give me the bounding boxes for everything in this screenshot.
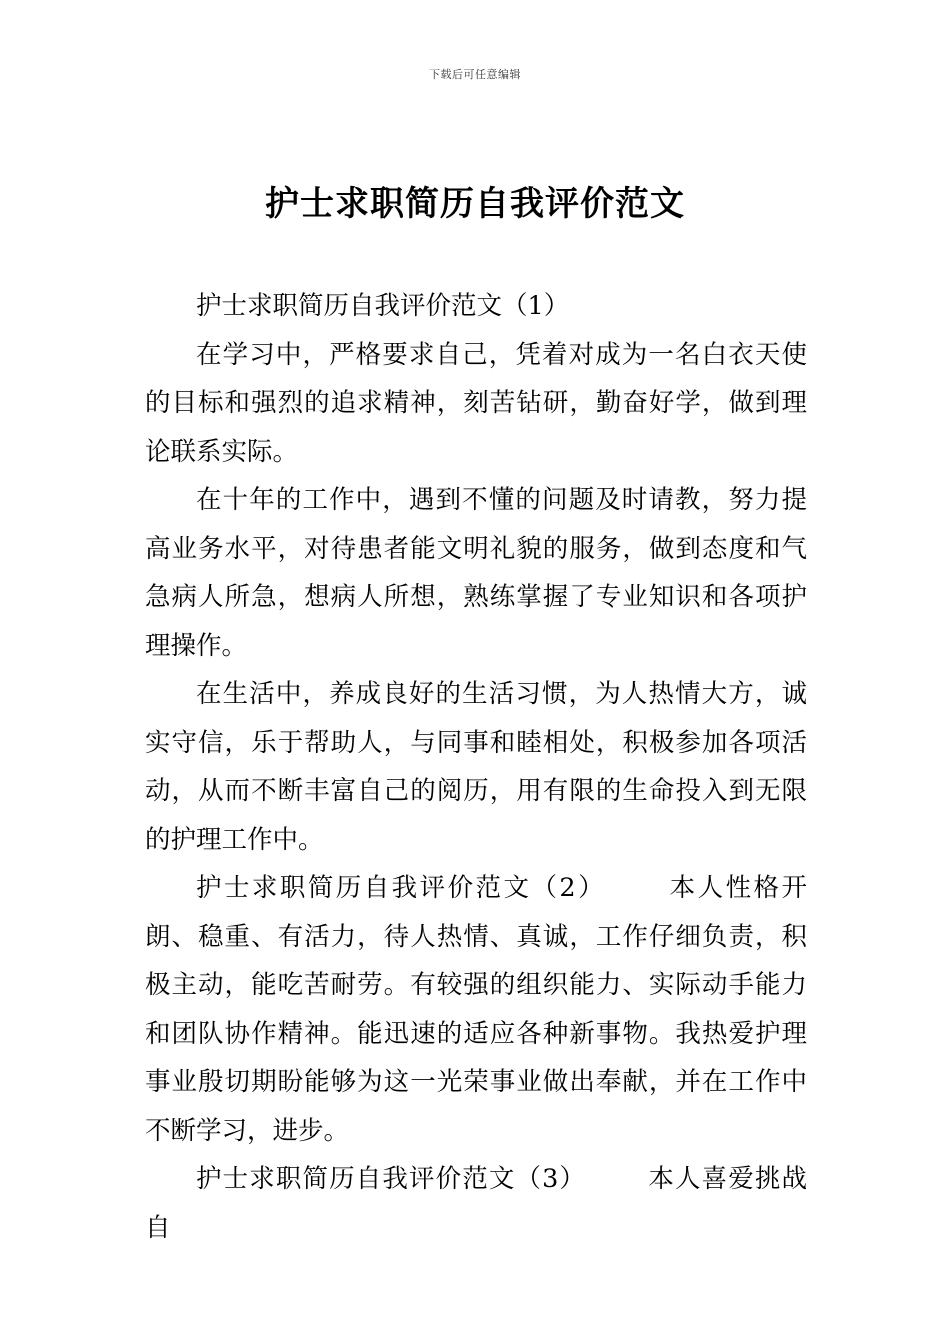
- section-1-paragraph-2: 在十年的工作中，遇到不懂的问题及时请教，努力提高业务水平，对待患者能文明礼貌的服务，做到态度和气急病人所急，想病人所想，熟练掌握了专业知识和各项护理操作。: [145, 485, 807, 661]
- section-2-text: 本人性格开朗、稳重、有活力，待人热情、真诚，工作仔细负责，积极主动，能吃苦耐劳。有较强的组织能力、实际动手能力和团队协作精神。能迅速的适应各种新事物。我热爱护理事业殷切期盼能够为这一光荣事业做出奉献，并在工作中不断学习，进步。: [145, 873, 807, 1146]
- section-1-paragraph-3: 在生活中，养成良好的生活习惯，为人热情大方，诚实守信，乐于帮助人，与同事和睦相处，积极参加各项活动，从而不断丰富自己的阅历，用有限的生命投入到无限的护理工作中。: [145, 679, 807, 855]
- section-3-heading: 护士求职简历自我评价范文（3）: [196, 1164, 587, 1194]
- section-1-paragraph-1: 在学习中，严格要求自己，凭着对成为一名白衣天使的目标和强烈的追求精神，刻苦钻研，勤奋好学，做到理论联系实际。: [145, 339, 807, 467]
- section-2-heading: 护士求职简历自我评价范文（2）: [196, 873, 607, 903]
- document-title: 护士求职简历自我评价范文: [265, 184, 685, 224]
- section-3-text: 本人喜爱挑战自: [145, 1164, 807, 1243]
- page-header-note: 下载后可任意编辑: [429, 68, 521, 81]
- section-2-paragraph: [145, 864, 807, 1155]
- section-1-heading: 护士求职简历自我评价范文（1）: [196, 291, 570, 321]
- section-3-paragraph: [145, 1155, 807, 1252]
- document-body: [145, 282, 807, 1252]
